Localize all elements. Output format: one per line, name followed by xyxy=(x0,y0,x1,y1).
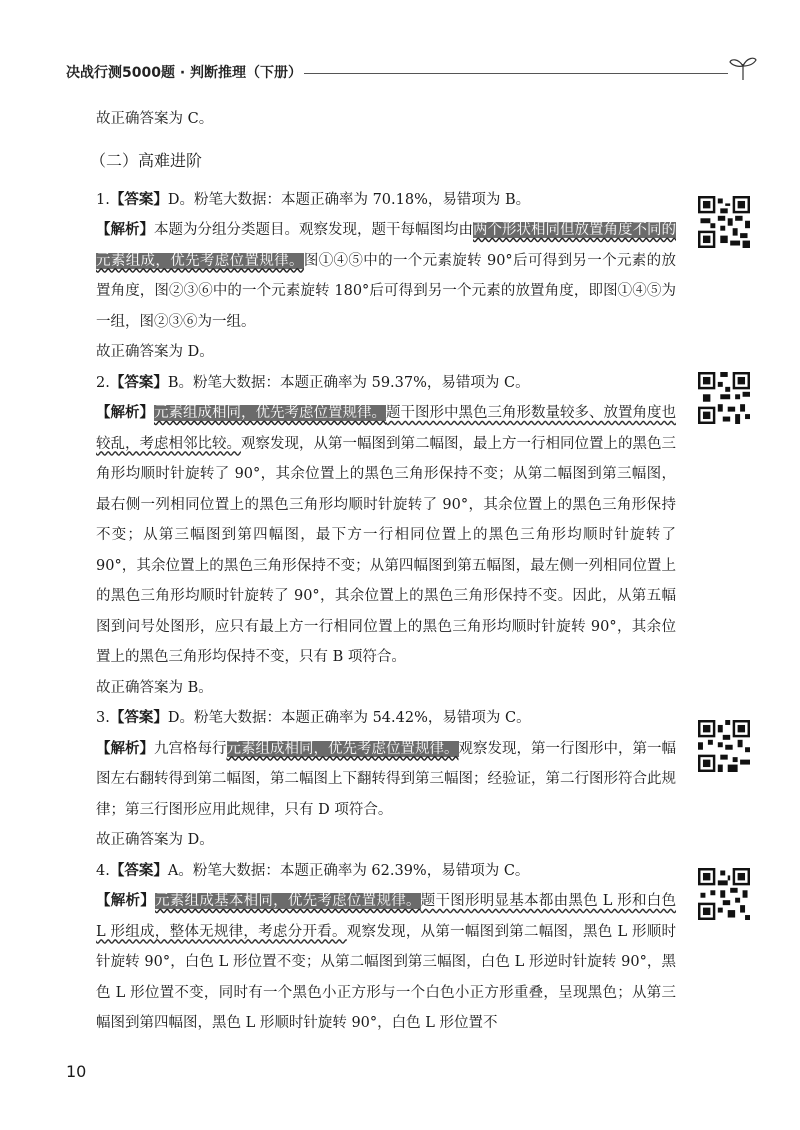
underlined-note: 题干图形明显基本都由黑色 L 形和白色 L 形组成，整体无规律，考虑分开看。 xyxy=(96,893,677,940)
analysis-paragraph: 【解析】本题为分组分类题目。观察发现，题干每幅图均由两个形状相同但放置角度不同的元素组成，优先考虑位置规律。图①④⑤中的一个元素旋转 90°后可得到另一个元素的放置角度，图②③⑥中的一个元素旋转 180°后可得到另一个元素的放置角度，即图①④⑤为一组，图②③⑥为一组。 xyxy=(96,222,676,330)
qr-code-icon[interactable] xyxy=(698,196,750,248)
analysis-paragraph: 【解析】元素组成基本相同，优先考虑位置规律。题干图形明显基本都由黑色 L 形和白色 L 形组成，整体无规律，考虑分开看。观察发现，从第一幅图到第二幅图，黑色 L 形顺时针旋转 90°，白色 L 形位置不变；从第二幅图到第三幅图，白色 L 形逆时针旋转 90°，黑色 L 形位置不变，同时有一个黑色小正方形与一个白色小正方形重叠，呈现黑色；从第三幅图到第四幅图，黑色 L 形顺时针旋转 90°，白色 L 形位置不 xyxy=(96,893,677,1031)
answer-line: 1.【答案】D。粉笔大数据：本题正确率为 70.18%，易错项为 B。 xyxy=(96,191,531,208)
analysis-paragraph: 【解析】元素组成相同，优先考虑位置规律。题干图形中黑色三角形数量较多、放置角度也较乱，考虑相邻比较。观察发现，从第一幅图到第二幅图，最上方一行相同位置上的黑色三角形均顺时针旋转了 90°，其余位置上的黑色三角形保持不变；从第二幅图到第三幅图，最右侧一列相同位置上的黑色三角形均顺时针旋转了 90°，其余位置上的黑色三角形保持不变；从第三幅图到第四幅图，最下方一行相同位置上的黑色三角形均顺时针旋转了 90°，其余位置上的黑色三角形保持不变；从第四幅图到第五幅图，最左侧一列相同位置上的黑色三角形均顺时针旋转了 90°，其余位置上的黑色三角形保持不变。因此，从第五幅图到问号处图形，应只有最上方一行相同位置上的黑色三角形均顺时针旋转 90°，其余位置上的黑色三角形均保持不变，只有 B 项符合。 xyxy=(96,405,676,665)
answer-line: 3.【答案】D。粉笔大数据：本题正确率为 54.42%，易错项为 C。 xyxy=(96,710,531,726)
analysis-label: 【解析】 xyxy=(96,893,156,909)
sprout-icon xyxy=(728,54,758,82)
book-title: 决战行测5000题 · 判断推理（下册） xyxy=(66,65,303,81)
analysis-label: 【解析】 xyxy=(96,740,154,757)
highlighted-rule: 元素组成基本相同，优先考虑位置规律。 xyxy=(155,893,421,909)
underlined-note: 题干图形中黑色三角形数量较多、放置角度也较乱，考虑相邻比较。 xyxy=(96,405,676,452)
section-title: （二）高难进阶 xyxy=(90,150,203,170)
page-number: 10 xyxy=(66,1062,87,1081)
header-rule xyxy=(304,73,728,74)
answer-label: 【答案】 xyxy=(109,191,168,208)
qr-code-icon[interactable] xyxy=(698,720,750,772)
highlighted-rule: 两个形状相同但放置角度不同的元素组成，优先考虑位置规律。 xyxy=(96,222,676,269)
qr-code-icon[interactable] xyxy=(698,372,750,424)
conclusion-text: 故正确答案为 D。 xyxy=(96,832,214,848)
answer-label: 【答案】 xyxy=(109,710,168,726)
solution-text xyxy=(90,104,677,1039)
answer-line: 4.【答案】A。粉笔大数据：本题正确率为 62.39%，易错项为 C。 xyxy=(96,862,530,879)
qr-code-icon[interactable] xyxy=(698,868,750,920)
conclusion-text: 故正确答案为 C。 xyxy=(96,111,214,127)
answer-label: 【答案】 xyxy=(109,862,168,879)
highlighted-rule: 元素组成相同，优先考虑位置规律。 xyxy=(154,405,386,421)
answer-line: 2.【答案】B。粉笔大数据：本题正确率为 59.37%，易错项为 C。 xyxy=(96,374,530,391)
answer-label: 【答案】 xyxy=(109,374,168,391)
highlighted-rule: 元素组成相同，优先考虑位置规律。 xyxy=(226,740,459,757)
running-header xyxy=(66,62,756,86)
conclusion-text: 故正确答案为 D。 xyxy=(96,344,214,360)
analysis-paragraph: 【解析】九宫格每行元素组成相同，优先考虑位置规律。观察发现，第一行图形中，第一幅图左右翻转得到第二幅图，第二幅图上下翻转得到第三幅图；经验证，第二行图形符合此规律；第三行图形应用此规律，只有 D 项符合。 xyxy=(96,740,676,818)
analysis-label: 【解析】 xyxy=(96,405,154,421)
analysis-label: 【解析】 xyxy=(96,222,154,238)
conclusion-text: 故正确答案为 B。 xyxy=(96,679,213,696)
